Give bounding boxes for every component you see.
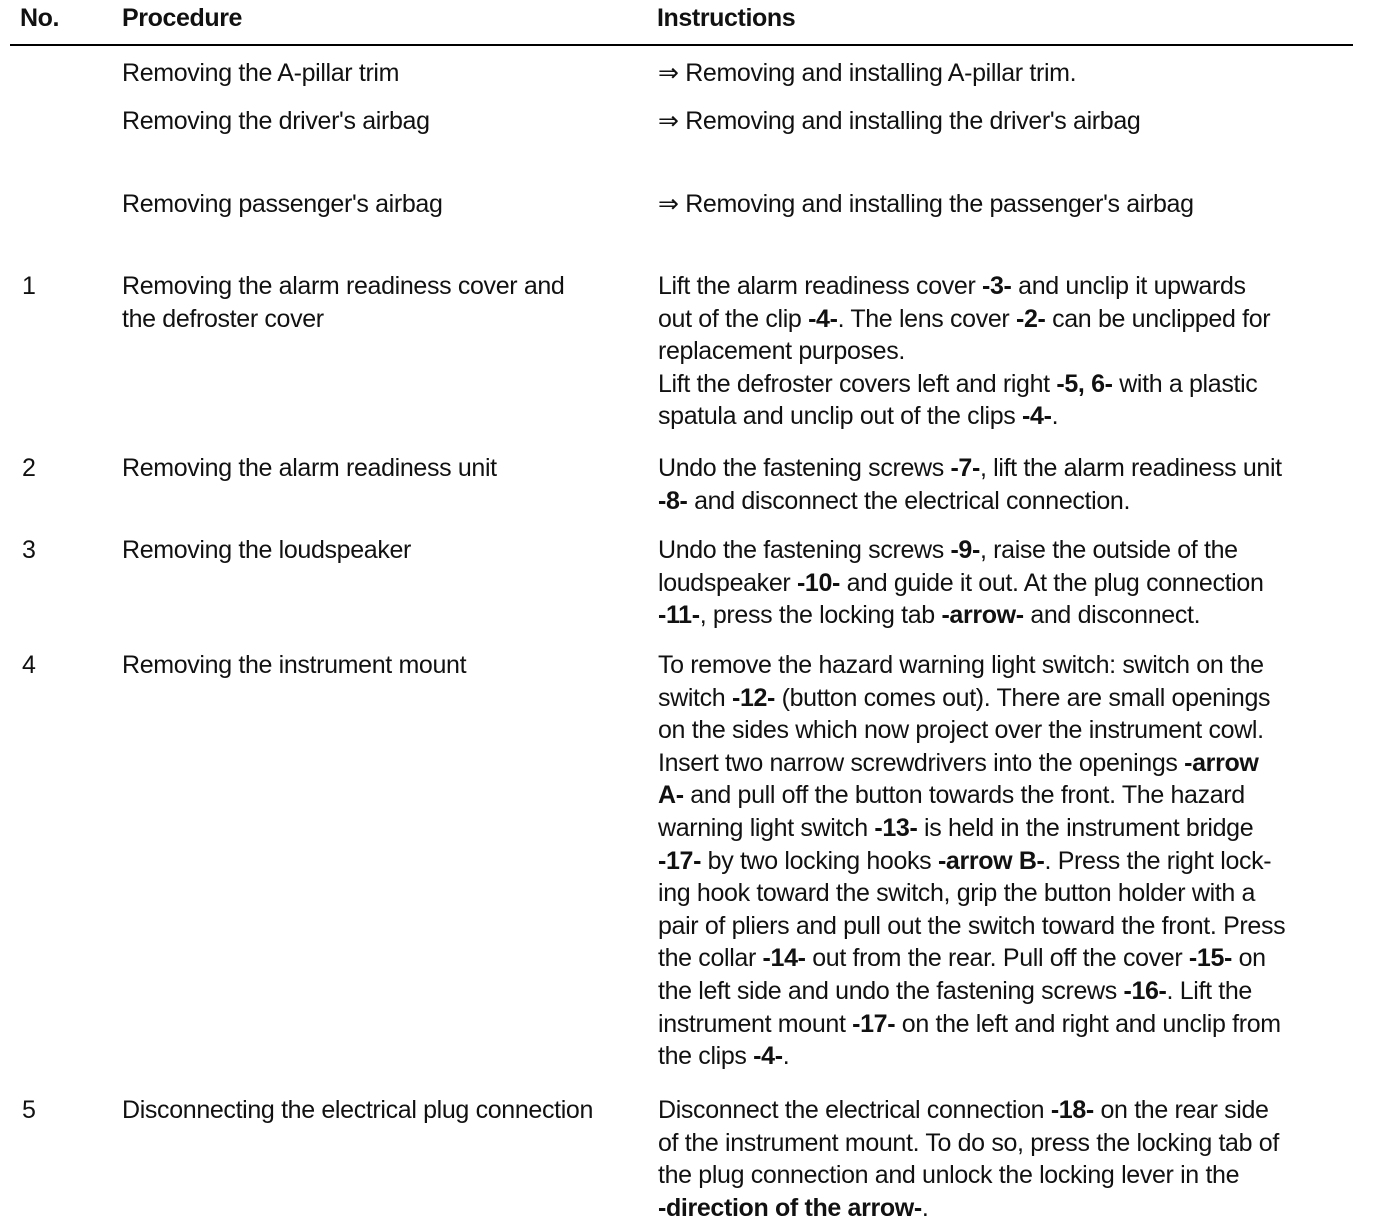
instruction-line: ing hook toward the switch, grip the button holder with a (658, 879, 1256, 908)
instruction-line: ⇒ Removing and installing the passenger's airbag (658, 190, 1194, 218)
instruction-line: A- and pull off the button towards the front. The hazard (658, 781, 1245, 810)
instruction-line: -17- by two locking hooks -arrow B-. Press the right lock- (658, 846, 1272, 875)
instruction-cell (658, 534, 1358, 632)
instruction-line: the clips -4-. (658, 1042, 790, 1071)
instruction-line: pair of pliers and pull out the switch toward the front. Press (658, 911, 1286, 940)
instruction-cell (658, 649, 1358, 1073)
procedure-cell (122, 105, 642, 138)
instruction-line: on the sides which now project over the instrument cowl. (658, 716, 1264, 745)
instruction-line: out of the clip -4-. The lens cover -2- can be unclipped for (658, 304, 1271, 333)
row-number: 1 (22, 272, 36, 300)
row-number: 2 (22, 454, 36, 482)
instruction-line: -direction of the arrow-. (658, 1193, 929, 1222)
instruction-line: Insert two narrow screwdrivers into the openings -arrow (658, 748, 1259, 777)
procedure-line: Removing the driver's airbag (122, 107, 430, 135)
procedure-line: Removing the alarm readiness cover and (122, 272, 565, 300)
instruction-line: of the instrument mount. To do so, press the locking tab of (658, 1128, 1279, 1157)
procedure-cell (122, 188, 642, 221)
procedure-line: Removing the loudspeaker (122, 536, 412, 564)
instruction-line: switch -12- (button comes out). There are small openings (658, 683, 1271, 712)
instruction-line: loudspeaker -10- and guide it out. At the plug connection (658, 568, 1264, 597)
instruction-cell (658, 57, 1358, 90)
header-instructions: Instructions (657, 4, 796, 32)
procedure-cell (122, 452, 642, 485)
instruction-cell (658, 188, 1358, 221)
row-number: 3 (22, 536, 36, 564)
instruction-line: -11-, press the locking tab -arrow- and disconnect. (658, 601, 1201, 630)
instruction-line: Disconnect the electrical connection -18- on the rear side (658, 1096, 1269, 1124)
procedure-line: Removing the alarm readiness unit (122, 454, 497, 482)
procedure-cell (122, 1094, 642, 1127)
instruction-line: the left side and undo the fastening screws -16-. Lift the (658, 976, 1252, 1005)
procedure-cell (122, 270, 642, 335)
instruction-line: Undo the fastening screws -7-, lift the alarm readiness unit (658, 454, 1282, 482)
procedure-line: Removing passenger's airbag (122, 190, 443, 218)
instruction-cell (658, 452, 1358, 517)
procedure-cell (122, 649, 642, 682)
instruction-line: ⇒ Removing and installing A-pillar trim. (658, 59, 1077, 87)
instruction-line: -8- and disconnect the electrical connection. (658, 486, 1131, 515)
row-number: 5 (22, 1096, 36, 1124)
procedure-line: the defroster cover (122, 304, 324, 333)
header-no: No. (20, 4, 60, 32)
instruction-line: Lift the alarm readiness cover -3- and unclip it upwards (658, 272, 1246, 300)
procedure-line: Removing the A-pillar trim (122, 59, 400, 87)
procedure-line: Disconnecting the electrical plug connection (122, 1096, 594, 1124)
instruction-line: spatula and unclip out of the clips -4-. (658, 402, 1059, 431)
instruction-line: To remove the hazard warning light switch: switch on the (658, 651, 1264, 679)
instruction-line: Lift the defroster covers left and right -5, 6- with a plastic (658, 369, 1258, 398)
header-rule (10, 44, 1353, 46)
instruction-line: ⇒ Removing and installing the driver's airbag (658, 107, 1141, 135)
instruction-line: Undo the fastening screws -9-, raise the outside of the (658, 536, 1238, 564)
instruction-line: instrument mount -17- on the left and right and unclip from (658, 1009, 1281, 1038)
procedure-cell (122, 57, 642, 90)
instruction-line: warning light switch -13- is held in the instrument bridge (658, 813, 1254, 842)
procedure-cell (122, 534, 642, 567)
instruction-line: the collar -14- out from the rear. Pull off the cover -15- on (658, 944, 1266, 973)
instruction-line: replacement purposes. (658, 337, 905, 366)
instruction-cell (658, 105, 1358, 138)
instruction-cell (658, 1094, 1358, 1224)
procedure-line: Removing the instrument mount (122, 651, 467, 679)
instruction-line: the plug connection and unlock the locking lever in the (658, 1161, 1240, 1190)
instruction-cell (658, 270, 1358, 433)
row-number: 4 (22, 651, 36, 679)
header-procedure: Procedure (122, 4, 243, 32)
